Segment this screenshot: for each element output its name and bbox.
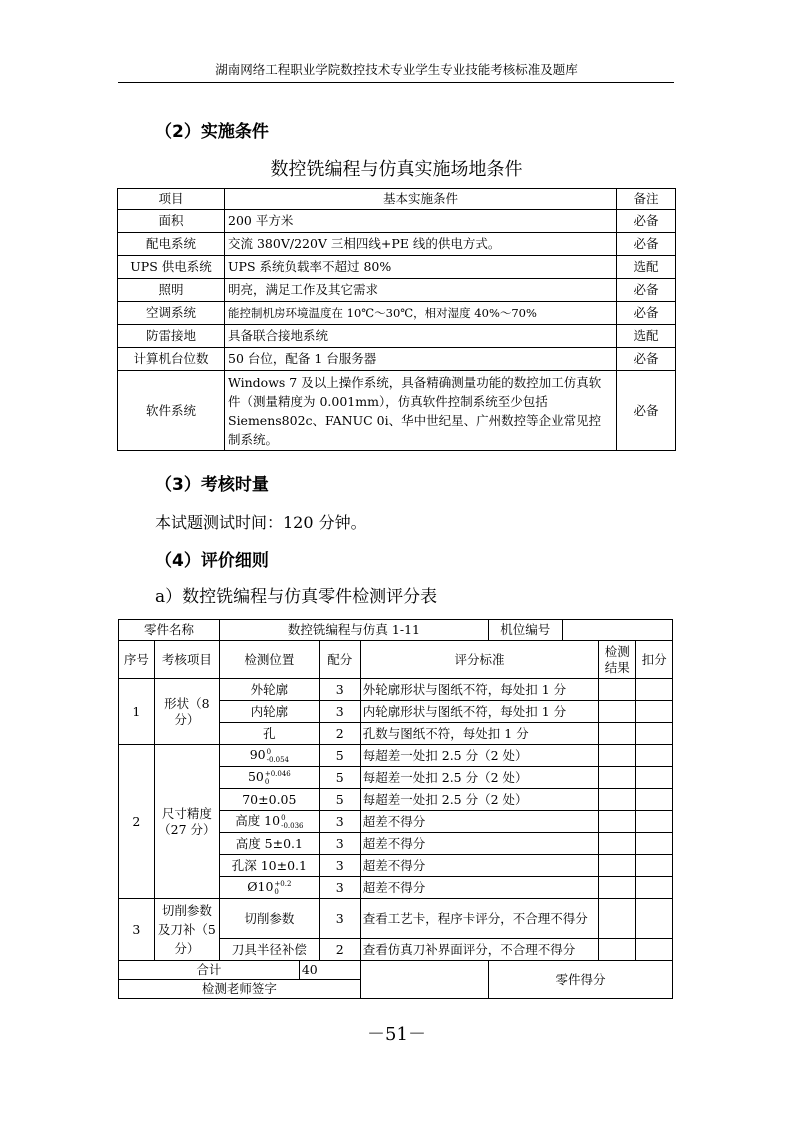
check-position [219,877,319,899]
tolerance-lower: 0 [264,777,270,786]
conditions-table-header [118,189,676,210]
row-score: 2 [319,723,360,745]
row-result [599,767,636,789]
row-note: 选配 [617,325,676,348]
row-deduct [636,855,673,877]
col-header-criteria: 评分标准 [360,641,599,679]
row-item: UPS 供电系统 [118,256,225,279]
dimension-value: 50 [247,769,264,785]
row-criteria: 查看工艺卡，程序卡评分，不合理不得分 [360,899,599,939]
row-result [599,811,636,833]
table-row [119,745,673,767]
table-row [118,371,676,451]
part-score-label: 零件得分 [489,961,673,999]
row-score: 3 [319,811,360,833]
machine-no-value [562,620,672,641]
row-result [599,833,636,855]
conditions-table [117,188,676,451]
conditions-table-title: 数控铣编程与仿真实施场地条件 [270,159,523,180]
row-deduct [636,899,673,939]
row-result [599,701,636,723]
row-result [599,899,636,939]
row-result [599,789,636,811]
table-row [118,325,676,348]
row-criteria: 每超差一处扣 2.5 分（2 处） [360,745,599,767]
row-note: 必备 [617,233,676,256]
col-header-condition: 基本实施条件 [225,189,617,210]
score-table-caption: a）数控铣编程与仿真零件检测评分表 [155,587,438,607]
row-condition: UPS 系统负载率不超过 80% [225,256,617,279]
row-criteria: 每超差一处扣 2.5 分（2 处） [360,789,599,811]
row-criteria: 超差不得分 [360,811,599,833]
page-number: －51－ [367,1024,426,1045]
table-row [119,899,673,939]
col-header-note: 备注 [617,189,676,210]
blank-cell [360,961,488,999]
row-score: 5 [319,745,360,767]
tolerance-upper: 0 [281,813,286,822]
row-score: 2 [319,939,360,961]
row-criteria: 查看仿真刀补界面评分，不合理不得分 [360,939,599,961]
col-header-item: 考核项目 [154,641,219,679]
part-name-value: 数控铣编程与仿真 1-11 [219,620,488,641]
group-seq: 3 [119,899,155,961]
section-heading-conditions: （2）实施条件 [155,122,269,142]
tolerance-lower: -0.036 [281,821,304,830]
tolerance-upper: +0.2 [274,879,292,888]
row-score: 5 [319,767,360,789]
section-heading-time: （3）考核时量 [155,475,269,495]
score-table-header [119,641,673,679]
row-item: 软件系统 [118,371,225,451]
table-row [118,256,676,279]
col-header-position: 检测位置 [219,641,319,679]
row-score: 3 [319,899,360,939]
table-row [119,679,673,701]
row-deduct [636,811,673,833]
row-condition: 交流 380V/220V 三相四线+PE 线的供电方式。 [225,233,617,256]
table-row [118,210,676,233]
row-deduct [636,701,673,723]
tolerance-upper: 0 [266,747,272,756]
check-position [219,811,319,833]
row-criteria: 超差不得分 [360,833,599,855]
row-score: 3 [319,701,360,723]
col-header-item: 项目 [118,189,225,210]
dimension-value: 90 [249,747,266,763]
row-deduct [636,877,673,899]
check-position: 内轮廓 [219,701,319,723]
row-score: 3 [319,877,360,899]
group-item: 形状（8 分） [154,679,219,745]
row-condition: 具备联合接地系统 [225,325,617,348]
tolerance-upper: +0.046 [264,769,291,778]
row-item: 计算机台位数 [118,348,225,371]
row-result [599,939,636,961]
col-header-result: 检测结果 [599,641,636,679]
table-row [118,348,676,371]
table-row [118,302,676,325]
row-note: 必备 [617,279,676,302]
check-position: 切削参数 [219,899,319,939]
table-row [118,233,676,256]
check-position [219,767,319,789]
row-criteria: 超差不得分 [360,877,599,899]
check-position: 外轮廓 [219,679,319,701]
row-criteria: 孔数与图纸不符，每处扣 1 分 [360,723,599,745]
col-header-score: 配分 [319,641,360,679]
score-table [118,619,673,999]
section-heading-evaluation: （4）评价细则 [155,551,269,571]
check-position: 70±0.05 [219,789,319,811]
row-result [599,679,636,701]
row-score: 5 [319,789,360,811]
tolerance [267,748,289,764]
col-header-deduct: 扣分 [636,641,673,679]
row-result [599,877,636,899]
exam-time-text: 本试题测试时间：120 分钟。 [155,513,367,532]
row-deduct [636,723,673,745]
group-item: 尺寸精度（27 分） [154,745,219,899]
row-condition: 能控制机房环境温度在 10℃～30℃，相对湿度 40%～70% [225,302,617,325]
tolerance [274,880,291,896]
signature-label: 检测老师签字 [119,980,361,999]
row-condition: 明亮，满足工作及其它需求 [225,279,617,302]
row-deduct [636,939,673,961]
row-item: 照明 [118,279,225,302]
check-position [219,745,319,767]
row-deduct [636,789,673,811]
group-item: 切削参数及刀补（5 分） [154,899,219,961]
table-row [118,279,676,302]
row-deduct [636,833,673,855]
header-rule [118,82,674,83]
row-item: 防雷接地 [118,325,225,348]
row-criteria: 超差不得分 [360,855,599,877]
row-item: 配电系统 [118,233,225,256]
check-position: 刀具半径补偿 [219,939,319,961]
row-condition: 200 平方米 [225,210,617,233]
row-deduct [636,767,673,789]
row-score: 3 [319,855,360,877]
dimension-value: Ø10 [247,879,274,895]
row-score: 3 [319,833,360,855]
row-note: 必备 [617,371,676,451]
part-name-label: 零件名称 [119,620,220,641]
tolerance [265,770,291,786]
tolerance [281,814,303,830]
row-result [599,723,636,745]
total-label: 合计 [119,961,300,980]
row-criteria: 每超差一处扣 2.5 分（2 处） [360,767,599,789]
row-item: 空调系统 [118,302,225,325]
group-seq: 2 [119,745,155,899]
row-criteria: 内轮廓形状与图纸不符，每处扣 1 分 [360,701,599,723]
row-note: 选配 [617,256,676,279]
machine-no-label: 机位编号 [489,620,563,641]
total-row [119,961,673,980]
page-header: 湖南网络工程职业学院数控技术专业学生专业技能考核标准及题库 [215,62,578,77]
total-value: 40 [299,961,360,980]
row-condition: 50 台位，配备 1 台服务器 [225,348,617,371]
row-result [599,855,636,877]
group-seq: 1 [119,679,155,745]
tolerance-lower: 0 [274,887,279,896]
row-condition: Windows 7 及以上操作系统，具备精确测量功能的数控加工仿真软件（测量精度为 0.001mm），仿真软件控制系统至少包括 Siemens802c、FANUC 0i、华中世纪星、广州数控等企业常见控制系统。 [225,371,617,451]
tolerance-lower: -0.054 [266,755,289,764]
row-deduct [636,679,673,701]
part-info-row [119,620,673,641]
check-position: 高度 5±0.1 [219,833,319,855]
row-deduct [636,745,673,767]
row-criteria: 外轮廓形状与图纸不符，每处扣 1 分 [360,679,599,701]
check-position: 孔 [219,723,319,745]
check-position: 孔深 10±0.1 [219,855,319,877]
row-score: 3 [319,679,360,701]
row-item: 面积 [118,210,225,233]
row-note: 必备 [617,302,676,325]
dimension-value: 高度 10 [235,813,281,829]
row-note: 必备 [617,348,676,371]
col-header-seq: 序号 [119,641,155,679]
row-result [599,745,636,767]
row-note: 必备 [617,210,676,233]
